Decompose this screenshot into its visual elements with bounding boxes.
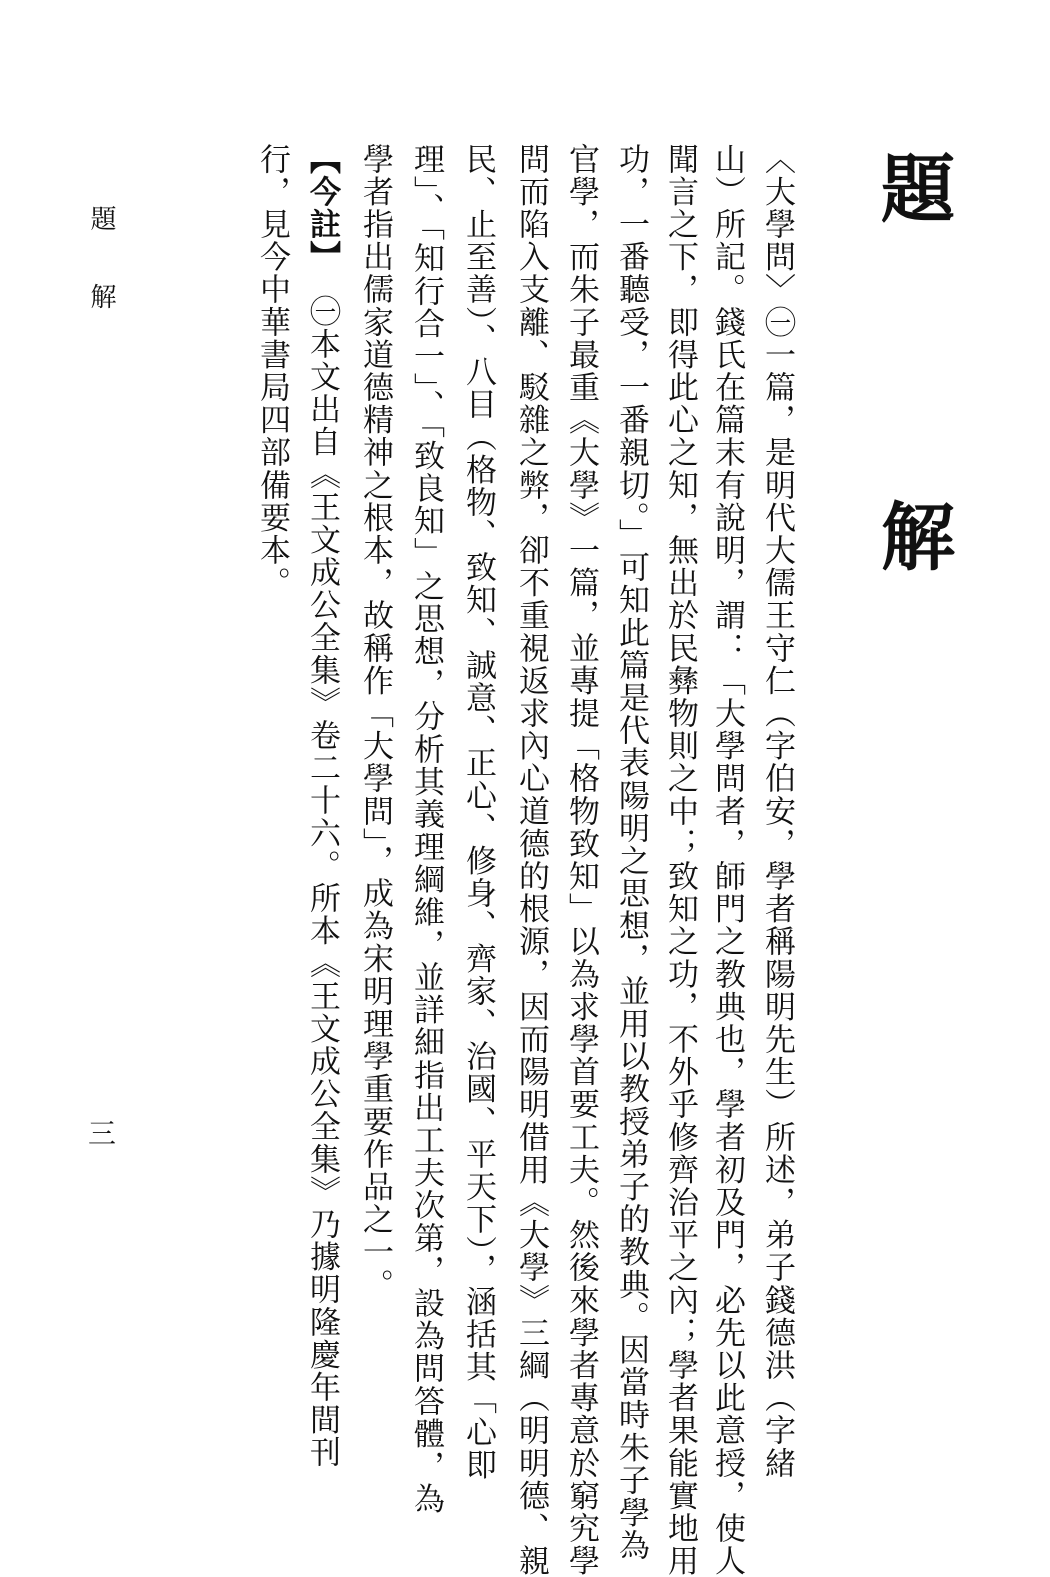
section-title: 題 解 (869, 150, 955, 672)
text-line: 民、止至善）、八目（格物、致知、誠意、正心、修身、齊家、治國、平天下），涵括其「心即 (460, 143, 496, 1482)
text-line: 聞言之下，即得此心之知，無出於民彝物則之中；致知之功，不外乎修齊治平之內；學者果能實地用 (662, 143, 698, 1577)
note-line: 行，見今中華書局四部備要本。 (254, 143, 290, 600)
text-line: 學者指出儒家道德精神之根本，故稱作「大學問」，成為宋明理學重要作品之一。 (357, 143, 393, 1302)
note-line (302, 143, 342, 1469)
note-label: 【今註】 (304, 143, 340, 274)
text-line: 山）所記。錢氏在篇末有說明，謂：「大學問者，師門之教典也，學者初及門，必先以此意授，使人 (709, 143, 745, 1577)
text-line: 官學，而朱子最重《大學》一篇，並專提「格物致知」以為求學首要工夫。然後來學者專意於窮究學 (563, 143, 599, 1577)
text-line: 功，一番聽受，一番親切。」可知此篇是代表陽明之思想，並用以教授弟子的教典。因當時朱子學為 (613, 143, 649, 1562)
text-line: 〈大學問〉㊀一篇，是明代大儒王守仁（字伯安，學者稱陽明先生）所述，弟子錢德洪（字緒 (759, 143, 795, 1480)
page-number: 三 (88, 1117, 117, 1150)
note-text: ㊀本文出自《王文成公全集》卷二十六。所本《王文成公全集》乃據明隆慶年間刊 (304, 295, 340, 1470)
running-head: 題解 (86, 205, 116, 361)
text-line: 理」、「知行合一」、「致良知」之思想，分析其義理綱維，並詳細指出工夫次第，設為問答體，為 (408, 143, 444, 1516)
text-line: 問而陷入支離、駁雜之弊，卻不重視返求內心道德的根源，因而陽明借用《大學》三綱（明明德、親 (513, 143, 549, 1577)
